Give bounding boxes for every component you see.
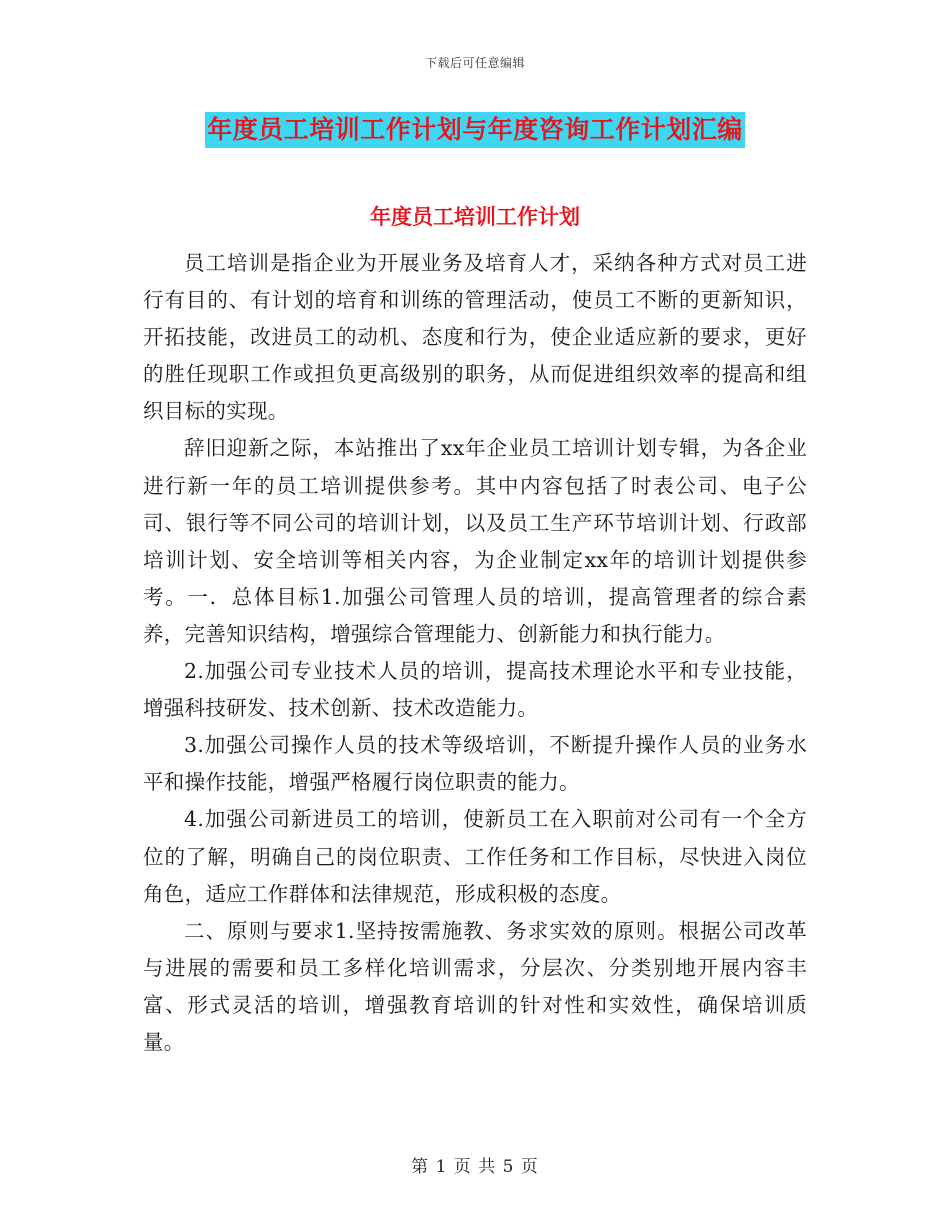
main-title-wrap [0,112,950,148]
page-footer: 第 1 页 共 5 页 [411,1157,539,1177]
paragraph: 二、原则与要求1.坚持按需施教、务求实效的原则。根据公司改革与进展的需要和员工多样化培训需求，分层次、分类别地开展内容丰富、形式灵活的培训，增强教育培训的针对性和实效性，确保培训质量。 [143,918,807,1054]
body-text [143,245,807,1061]
paragraph: 2.加强公司专业技术人员的培训，提高技术理论水平和专业技能，增强科技研发、技术创新、技术改造能力。 [143,659,807,721]
header-note: 下载后可任意编辑 [424,56,525,70]
section-title: 年度员工培训工作计划 [370,205,580,229]
paragraph: 3.加强公司操作人员的技术等级培训，不断提升操作人员的业务水平和操作技能，增强严格履行岗位职责的能力。 [143,733,807,795]
paragraph: 4.加强公司新进员工的培训，使新员工在入职前对公司有一个全方位的了解，明确自己的岗位职责、工作任务和工作目标，尽快进入岗位角色，适应工作群体和法律规范，形成积极的态度。 [143,807,807,906]
paragraph: 员工培训是指企业为开展业务及培育人才，采纳各种方式对员工进行有目的、有计划的培育和训练的管理活动，使员工不断的更新知识，开拓技能，改进员工的动机、态度和行为，使企业适应新的要求，更好的胜任现职工作或担负更高级别的职务，从而促进组织效率的提高和组织目标的实现。 [143,251,807,424]
document-title: 年度员工培训工作计划与年度咨询工作计划汇编 [205,112,745,148]
paragraph: 辞旧迎新之际，本站推出了xx年企业员工培训计划专辑，为各企业进行新一年的员工培训提供参考。其中内容包括了时表公司、电子公司、银行等不同公司的培训计划，以及员工生产环节培训计划、行政部培训计划、安全培训等相关内容，为企业制定xx年的培训计划提供参考。一．总体目标1.加强公司管理人员的培训，提高管理者的综合素养，完善知识结构，增强综合管理能力、创新能力和执行能力。 [143,436,807,646]
